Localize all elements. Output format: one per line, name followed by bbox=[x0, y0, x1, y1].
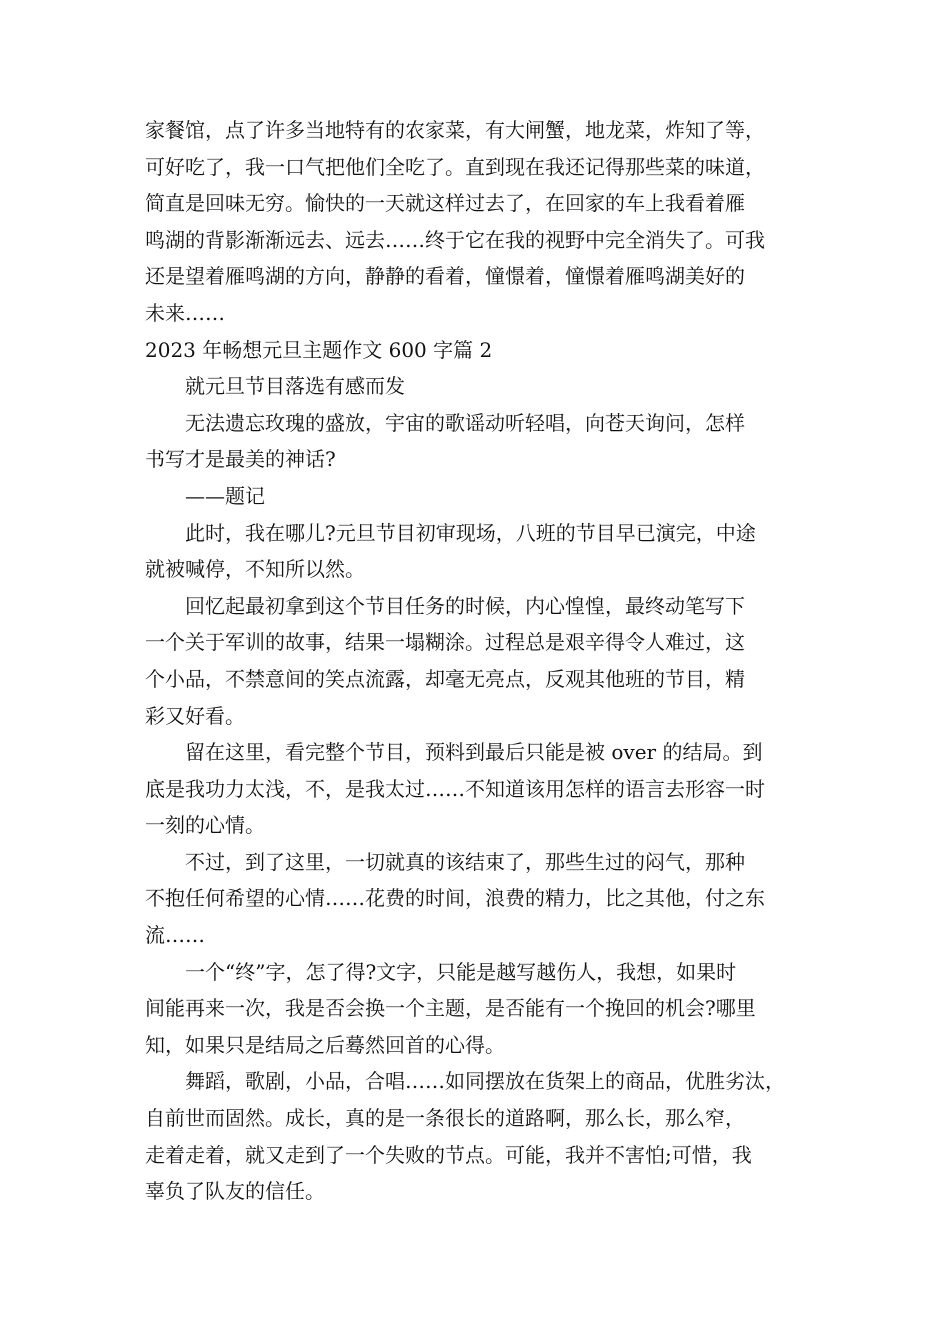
text-line: 回忆起最初拿到这个节目任务的时候，内心惶惶，最终动笔写下 bbox=[185, 593, 745, 618]
text-line: 一个“终”字，怎了得?文字，只能是越写越伤人，我想，如果时 bbox=[185, 959, 737, 984]
text-line: 舞蹈，歌剧，小品，合唱……如同摆放在货架上的商品，优胜劣汰， bbox=[185, 1069, 785, 1094]
text-line: 自前世而固然。成长，真的是一条很长的道路啊，那么长，那么窄， bbox=[145, 1106, 745, 1131]
text-line: 知，如果只是结局之后蓦然回首的心得。 bbox=[145, 1032, 505, 1057]
text-line: 不过，到了这里，一切就真的该结束了，那些生过的闷气，那种 bbox=[185, 849, 745, 874]
text-line: 家餐馆，点了许多当地特有的农家菜，有大闸蟹，地龙菜，炸知了等， bbox=[145, 118, 765, 142]
text-line: 留在这里，看完整个节目，预料到最后只能是被 over 的结局。到 bbox=[185, 740, 763, 765]
text-line: 底是我功力太浅，不，是我太过……不知道该用怎样的语言去形容一时 bbox=[145, 776, 765, 801]
text-line: 鸣湖的背影渐渐远去、远去……终于它在我的视野中完全消失了。可我 bbox=[145, 227, 765, 252]
text-line: 2023 年畅想元旦主题作文 600 字篇 2 bbox=[145, 337, 493, 362]
text-line: 还是望着雁鸣湖的方向，静静的看着，憧憬着，憧憬着雁鸣湖美好的 bbox=[145, 264, 745, 289]
text-line: 书写才是最美的神话? bbox=[145, 447, 336, 472]
text-line: 不抱任何希望的心情……花费的时间，浪费的精力，比之其他，付之东 bbox=[145, 886, 765, 911]
text-line: 就元旦节目落选有感而发 bbox=[185, 374, 405, 399]
text-line: 走着走着，就又走到了一个失败的节点。可能，我并不害怕;可惜，我 bbox=[145, 1142, 752, 1167]
text-line: 无法遗忘玫瑰的盛放，宇宙的歌谣动听轻唱，向苍天询问，怎样 bbox=[185, 410, 745, 435]
text-line: 个小品，不禁意间的笑点流露，却毫无亮点，反观其他班的节目，精 bbox=[145, 666, 745, 691]
text-line: 辜负了队友的信任。 bbox=[145, 1179, 325, 1204]
text-line: 流…… bbox=[145, 923, 205, 948]
text-line: 可好吃了，我一口气把他们全吃了。直到现在我还记得那些菜的味道， bbox=[145, 154, 765, 179]
text-line: 此时，我在哪儿?元旦节目初审现场，八班的节目早已演完，中途 bbox=[185, 520, 756, 545]
text-line: 未来…… bbox=[145, 300, 225, 325]
text-line: 一个关于军训的故事，结果一塌糊涂。过程总是艰辛得令人难过，这 bbox=[145, 630, 745, 655]
text-line: 简直是回味无穷。愉快的一天就这样过去了，在回家的车上我看着雁 bbox=[145, 191, 745, 216]
document-body bbox=[145, 112, 835, 1210]
text-line: 就被喊停，不知所以然。 bbox=[145, 557, 365, 582]
text-line: 一刻的心情。 bbox=[145, 813, 265, 838]
text-line: 间能再来一次，我是否会换一个主题，是否能有一个挽回的机会?哪里 bbox=[145, 996, 756, 1021]
text-line: 彩又好看。 bbox=[145, 703, 245, 728]
text-line: ——题记 bbox=[185, 483, 265, 508]
